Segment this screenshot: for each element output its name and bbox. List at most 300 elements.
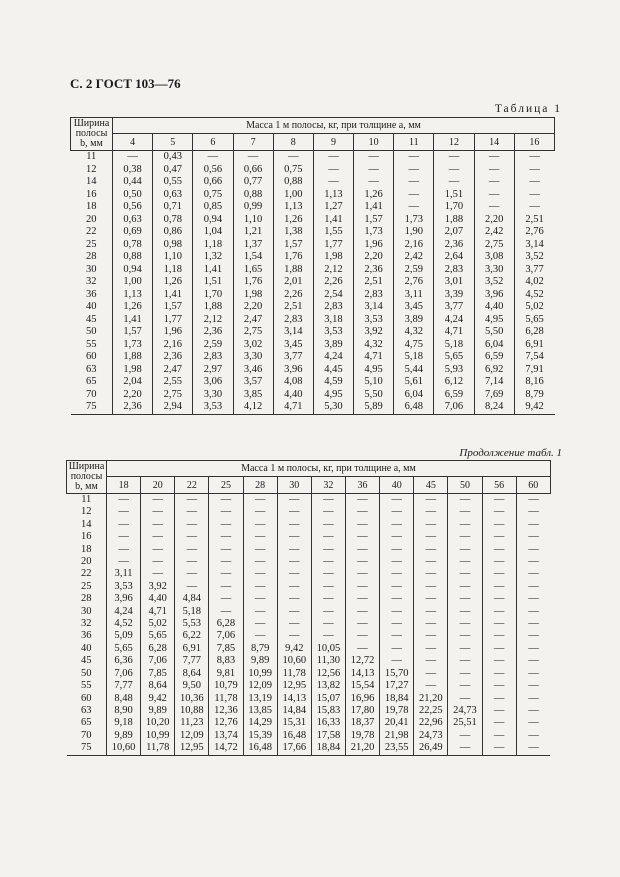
mass-cell: — <box>516 531 550 543</box>
mass-caption-header: Масса 1 м полосы, кг, при толщине a, мм <box>107 461 551 477</box>
mass-cell: 1,98 <box>113 364 153 377</box>
mass-cell: — <box>516 717 550 729</box>
mass-cell: — <box>482 519 516 531</box>
mass-cell: 7,54 <box>514 351 554 364</box>
mass-cell: — <box>482 606 516 618</box>
width-cell: 30 <box>81 605 92 617</box>
mass-cell: 2,26 <box>273 289 313 302</box>
mass-cell: 2,51 <box>273 301 313 314</box>
mass-cell: 0,77 <box>233 176 273 189</box>
mass-cell: — <box>345 506 379 518</box>
width-cell: 40 <box>86 301 97 312</box>
mass-cell: — <box>345 544 379 556</box>
mass-cell: 8,79 <box>243 643 277 655</box>
mass-cell: — <box>345 581 379 593</box>
mass-cell: 0,78 <box>153 214 193 227</box>
mass-cell: — <box>414 581 448 593</box>
mass-cell: — <box>345 556 379 568</box>
width-cell: 70 <box>86 388 97 400</box>
mass-cell: — <box>277 494 311 507</box>
table-row <box>71 401 555 414</box>
mass-cell: — <box>394 151 434 164</box>
mass-cell: 1,41 <box>354 201 394 214</box>
mass-cell: — <box>380 630 414 642</box>
mass-cell: — <box>482 556 516 568</box>
mass-cell: 4,24 <box>107 606 141 618</box>
mass-cell: 3,92 <box>354 326 394 339</box>
mass-cell: 21,20 <box>414 693 448 705</box>
mass-cell: — <box>141 568 175 580</box>
mass-cell: 6,28 <box>141 643 175 655</box>
mass-cell: 6,12 <box>434 376 474 389</box>
mass-cell: 11,23 <box>175 717 209 729</box>
mass-cell: — <box>345 630 379 642</box>
mass-cell: — <box>277 630 311 642</box>
mass-cell: 8,48 <box>107 693 141 705</box>
mass-cell: — <box>380 544 414 556</box>
thickness-column-header: 20 <box>141 477 175 494</box>
mass-cell: 1,27 <box>313 201 353 214</box>
mass-cell: 4,95 <box>354 364 394 377</box>
mass-cell: 1,88 <box>193 301 233 314</box>
mass-cell: 0,55 <box>153 176 193 189</box>
mass-cell: — <box>243 593 277 605</box>
mass-cell: 2,51 <box>514 214 554 227</box>
thickness-column-header: 6 <box>193 134 233 151</box>
mass-cell: — <box>482 668 516 680</box>
mass-cell: — <box>175 531 209 543</box>
table-row <box>71 214 555 227</box>
mass-cell: 0,88 <box>233 189 273 202</box>
table-row <box>67 705 551 717</box>
mass-cell: 1,77 <box>313 239 353 252</box>
mass-cell: — <box>482 593 516 605</box>
thickness-column-header: 18 <box>107 477 141 494</box>
table-row <box>71 301 555 314</box>
mass-cell: — <box>141 506 175 518</box>
table-row <box>67 668 551 680</box>
mass-cell: 3,30 <box>193 389 233 402</box>
mass-cell: — <box>516 556 550 568</box>
width-cell: 28 <box>86 251 97 262</box>
mass-cell: — <box>209 506 243 518</box>
mass-cell: 3,02 <box>233 339 273 352</box>
mass-cell: — <box>311 494 345 507</box>
mass-cell: 1,13 <box>113 289 153 302</box>
mass-cell: — <box>345 643 379 655</box>
mass-cell: 2,36 <box>354 264 394 277</box>
width-cell: 12 <box>86 163 97 175</box>
mass-cell: — <box>380 581 414 593</box>
mass-cell: 0,98 <box>153 239 193 252</box>
mass-cell: 3,06 <box>193 376 233 389</box>
mass-cell: — <box>277 593 311 605</box>
mass-cell: 2,20 <box>474 214 514 227</box>
mass-cell: — <box>273 151 313 164</box>
mass-cell: — <box>514 201 554 214</box>
mass-cell: — <box>514 176 554 189</box>
width-cell: 14 <box>86 176 97 187</box>
mass-cell: — <box>141 556 175 568</box>
mass-cell: 5,18 <box>434 339 474 352</box>
mass-cell: 0,94 <box>113 264 153 277</box>
mass-cell: 3,08 <box>474 251 514 264</box>
mass-cell: 9,42 <box>141 693 175 705</box>
mass-cell: — <box>414 680 448 692</box>
mass-cell: 1,54 <box>233 251 273 264</box>
mass-cell: — <box>311 531 345 543</box>
width-cell: 22 <box>86 226 97 237</box>
mass-cell: — <box>243 568 277 580</box>
table-row <box>71 151 555 164</box>
mass-cell: 1,26 <box>153 276 193 289</box>
mass-cell: — <box>414 668 448 680</box>
mass-cell: — <box>482 643 516 655</box>
mass-cell: — <box>482 717 516 729</box>
mass-cell: — <box>434 176 474 189</box>
mass-cell: 5,65 <box>434 351 474 364</box>
mass-cell: 17,80 <box>345 705 379 717</box>
mass-cell: 4,45 <box>313 364 353 377</box>
mass-cell: 12,95 <box>277 680 311 692</box>
mass-cell: — <box>380 531 414 543</box>
mass-cell: — <box>277 506 311 518</box>
mass-cell: 12,36 <box>209 705 243 717</box>
mass-cell: 0,75 <box>273 164 313 177</box>
mass-cell: 24,73 <box>414 730 448 742</box>
width-cell: 28 <box>81 593 92 605</box>
table-row <box>71 289 555 302</box>
table-row <box>71 351 555 364</box>
mass-cell: 2,20 <box>354 251 394 264</box>
mass-cell: — <box>277 531 311 543</box>
width-cell: 32 <box>86 276 97 287</box>
mass-cell: 0,38 <box>113 164 153 177</box>
mass-cell: 2,83 <box>354 289 394 302</box>
mass-cell: — <box>448 693 482 705</box>
mass-cell: 1,32 <box>193 251 233 264</box>
mass-cell: 9,42 <box>514 401 554 414</box>
mass-cell: 4,32 <box>394 326 434 339</box>
mass-table-1-continued <box>66 460 551 756</box>
mass-cell: 1,57 <box>113 326 153 339</box>
mass-cell: — <box>345 568 379 580</box>
mass-cell: 7,06 <box>209 630 243 642</box>
table-row <box>71 276 555 289</box>
mass-cell: — <box>209 519 243 531</box>
mass-cell: — <box>277 618 311 630</box>
mass-cell: 2,75 <box>233 326 273 339</box>
mass-cell: 1,04 <box>193 226 233 239</box>
mass-cell: 4,71 <box>141 606 175 618</box>
mass-cell: 14,13 <box>277 693 311 705</box>
mass-cell: — <box>243 606 277 618</box>
mass-cell: 0,71 <box>153 201 193 214</box>
thickness-column-header: 30 <box>277 477 311 494</box>
mass-cell: 3,92 <box>141 581 175 593</box>
thickness-column-header: 5 <box>153 134 193 151</box>
table-row <box>71 176 555 189</box>
width-cell: 75 <box>71 401 113 414</box>
mass-cell: — <box>448 581 482 593</box>
mass-cell: — <box>448 519 482 531</box>
mass-cell: — <box>380 506 414 518</box>
mass-table-1 <box>70 117 555 415</box>
mass-cell: 16,33 <box>311 717 345 729</box>
mass-cell: 2,97 <box>193 364 233 377</box>
mass-cell: 4,32 <box>354 339 394 352</box>
mass-cell: — <box>380 618 414 630</box>
table-row <box>71 314 555 327</box>
mass-cell: 10,20 <box>141 717 175 729</box>
mass-cell: 16,48 <box>277 730 311 742</box>
mass-cell: 12,56 <box>311 668 345 680</box>
mass-cell: — <box>380 519 414 531</box>
mass-cell: 1,41 <box>193 264 233 277</box>
mass-cell: — <box>311 506 345 518</box>
mass-cell: 4,12 <box>233 401 273 414</box>
mass-cell: — <box>394 164 434 177</box>
mass-cell: 9,18 <box>107 717 141 729</box>
mass-cell: 6,28 <box>209 618 243 630</box>
mass-cell: 8,90 <box>107 705 141 717</box>
mass-cell: 11,78 <box>141 742 175 755</box>
width-cell: 11 <box>81 494 92 505</box>
mass-cell: 0,69 <box>113 226 153 239</box>
mass-cell: 1,26 <box>113 301 153 314</box>
table-row <box>67 643 551 655</box>
mass-cell: — <box>482 581 516 593</box>
mass-cell: — <box>474 189 514 202</box>
mass-cell: — <box>448 742 482 755</box>
thickness-column-header: 60 <box>516 477 550 494</box>
mass-cell: 5,89 <box>354 401 394 414</box>
mass-cell: 11,30 <box>311 655 345 667</box>
mass-cell: — <box>311 581 345 593</box>
mass-cell: 11,78 <box>209 693 243 705</box>
table-row <box>67 680 551 692</box>
thickness-column-header: 28 <box>243 477 277 494</box>
mass-cell: 7,77 <box>175 655 209 667</box>
mass-cell: 5,65 <box>141 630 175 642</box>
mass-cell: — <box>209 581 243 593</box>
width-cell: 36 <box>81 630 92 642</box>
width-cell: 18 <box>86 201 97 212</box>
mass-cell: 5,50 <box>354 389 394 402</box>
mass-cell: — <box>482 705 516 717</box>
mass-cell: 3,89 <box>313 339 353 352</box>
width-column-header: Ширина полосы b, мм <box>67 461 107 494</box>
mass-cell: 19,78 <box>345 730 379 742</box>
mass-cell: 13,19 <box>243 693 277 705</box>
mass-cell: 6,91 <box>175 643 209 655</box>
table-row <box>71 364 555 377</box>
mass-cell: — <box>243 531 277 543</box>
mass-cell: — <box>277 556 311 568</box>
mass-cell: 7,85 <box>209 643 243 655</box>
mass-cell: — <box>394 201 434 214</box>
mass-cell: — <box>311 593 345 605</box>
mass-cell: 3,46 <box>233 364 273 377</box>
mass-cell: — <box>380 606 414 618</box>
mass-cell: 22,25 <box>414 705 448 717</box>
mass-cell: 0,63 <box>153 189 193 202</box>
mass-cell: — <box>482 693 516 705</box>
mass-cell: 21,20 <box>345 742 379 755</box>
mass-cell: 1,10 <box>153 251 193 264</box>
mass-cell: 16,48 <box>243 742 277 755</box>
mass-cell: 4,84 <box>175 593 209 605</box>
mass-cell: 7,77 <box>107 680 141 692</box>
mass-cell: — <box>243 630 277 642</box>
mass-cell: 0,88 <box>273 176 313 189</box>
width-column-header: Ширина полосы b, мм <box>71 118 113 151</box>
mass-cell: 1,18 <box>193 239 233 252</box>
mass-cell: — <box>345 531 379 543</box>
mass-cell: 3,11 <box>394 289 434 302</box>
mass-cell: 15,31 <box>277 717 311 729</box>
mass-cell: 8,79 <box>514 389 554 402</box>
mass-cell: — <box>175 581 209 593</box>
mass-cell: 4,52 <box>107 618 141 630</box>
table-row <box>67 593 551 605</box>
mass-cell: — <box>209 593 243 605</box>
mass-cell: 17,66 <box>277 742 311 755</box>
mass-cell: 0,85 <box>193 201 233 214</box>
mass-cell: 0,88 <box>113 251 153 264</box>
mass-cell: — <box>313 151 353 164</box>
mass-cell: 1,96 <box>153 326 193 339</box>
mass-cell: 6,22 <box>175 630 209 642</box>
table-row <box>67 693 551 705</box>
mass-cell: — <box>516 593 550 605</box>
mass-cell: 6,04 <box>394 389 434 402</box>
mass-cell: — <box>345 494 379 507</box>
mass-cell: — <box>448 544 482 556</box>
mass-cell: 1,76 <box>233 276 273 289</box>
mass-cell: 25,51 <box>448 717 482 729</box>
mass-cell: 7,85 <box>141 668 175 680</box>
mass-cell: 3,53 <box>193 401 233 414</box>
mass-cell: — <box>448 655 482 667</box>
mass-cell: 5,93 <box>434 364 474 377</box>
mass-cell: — <box>516 568 550 580</box>
mass-cell: — <box>414 494 448 507</box>
mass-cell: — <box>243 494 277 507</box>
mass-cell: — <box>448 568 482 580</box>
mass-cell: — <box>482 568 516 580</box>
table-row <box>71 339 555 352</box>
table-row <box>67 606 551 618</box>
mass-cell: 3,53 <box>354 314 394 327</box>
mass-cell: 0,86 <box>153 226 193 239</box>
thickness-column-header: 22 <box>175 477 209 494</box>
mass-cell: — <box>474 201 514 214</box>
table-row <box>67 581 551 593</box>
mass-cell: — <box>380 593 414 605</box>
table-row <box>71 164 555 177</box>
mass-cell: — <box>175 568 209 580</box>
mass-cell: 2,42 <box>474 226 514 239</box>
mass-cell: 1,70 <box>434 201 474 214</box>
mass-cell: 12,95 <box>175 742 209 755</box>
mass-cell: — <box>474 151 514 164</box>
mass-cell: 10,36 <box>175 693 209 705</box>
table-row <box>71 251 555 264</box>
mass-cell: 4,95 <box>313 389 353 402</box>
mass-cell: — <box>516 680 550 692</box>
page-reference: С. 2 ГОСТ 103—76 <box>70 76 181 91</box>
mass-cell: 5,18 <box>175 606 209 618</box>
mass-cell: 8,64 <box>175 668 209 680</box>
mass-cell: — <box>141 494 175 507</box>
mass-cell: 5,09 <box>107 630 141 642</box>
mass-cell: 6,04 <box>474 339 514 352</box>
mass-cell: — <box>448 606 482 618</box>
mass-cell: — <box>243 544 277 556</box>
mass-cell: 17,27 <box>380 680 414 692</box>
mass-cell: 15,07 <box>311 693 345 705</box>
mass-cell: 5,18 <box>394 351 434 364</box>
mass-cell: 6,92 <box>474 364 514 377</box>
mass-cell: — <box>380 568 414 580</box>
mass-cell: 0,56 <box>113 201 153 214</box>
mass-cell: 3,30 <box>474 264 514 277</box>
mass-cell: 8,24 <box>474 401 514 414</box>
mass-cell: 3,53 <box>313 326 353 339</box>
mass-cell: 19,78 <box>380 705 414 717</box>
mass-cell: — <box>380 494 414 507</box>
mass-cell: 10,99 <box>243 668 277 680</box>
width-cell: 25 <box>81 580 92 592</box>
width-cell: 70 <box>81 729 92 741</box>
mass-cell: 4,40 <box>474 301 514 314</box>
mass-cell: — <box>434 164 474 177</box>
mass-cell: 3,89 <box>394 314 434 327</box>
table-row <box>71 189 555 202</box>
mass-cell: 2,36 <box>113 401 153 414</box>
mass-cell: 3,96 <box>273 364 313 377</box>
table-row <box>71 226 555 239</box>
width-cell: 30 <box>86 263 97 275</box>
mass-cell: — <box>243 581 277 593</box>
mass-cell: 3,57 <box>233 376 273 389</box>
table-row <box>71 389 555 402</box>
mass-cell: 1,73 <box>113 339 153 352</box>
table-row <box>67 655 551 667</box>
width-cell: 16 <box>86 188 97 200</box>
mass-cell: — <box>107 531 141 543</box>
mass-cell: 9,42 <box>277 643 311 655</box>
mass-cell: 24,73 <box>448 705 482 717</box>
width-cell: 50 <box>86 326 97 337</box>
mass-cell: 1,88 <box>434 214 474 227</box>
mass-cell: 6,91 <box>514 339 554 352</box>
mass-cell: 5,10 <box>354 376 394 389</box>
mass-cell: 1,73 <box>354 226 394 239</box>
mass-cell: 1,88 <box>273 264 313 277</box>
mass-cell: 20,41 <box>380 717 414 729</box>
mass-cell: 4,40 <box>141 593 175 605</box>
mass-cell: 1,21 <box>233 226 273 239</box>
mass-cell: 2,94 <box>153 401 193 414</box>
thickness-column-header: 4 <box>113 134 153 151</box>
mass-cell: 2,42 <box>394 251 434 264</box>
mass-cell: 10,79 <box>209 680 243 692</box>
mass-cell: 1,73 <box>394 214 434 227</box>
width-cell: 63 <box>81 704 92 716</box>
mass-cell: 1,51 <box>434 189 474 202</box>
